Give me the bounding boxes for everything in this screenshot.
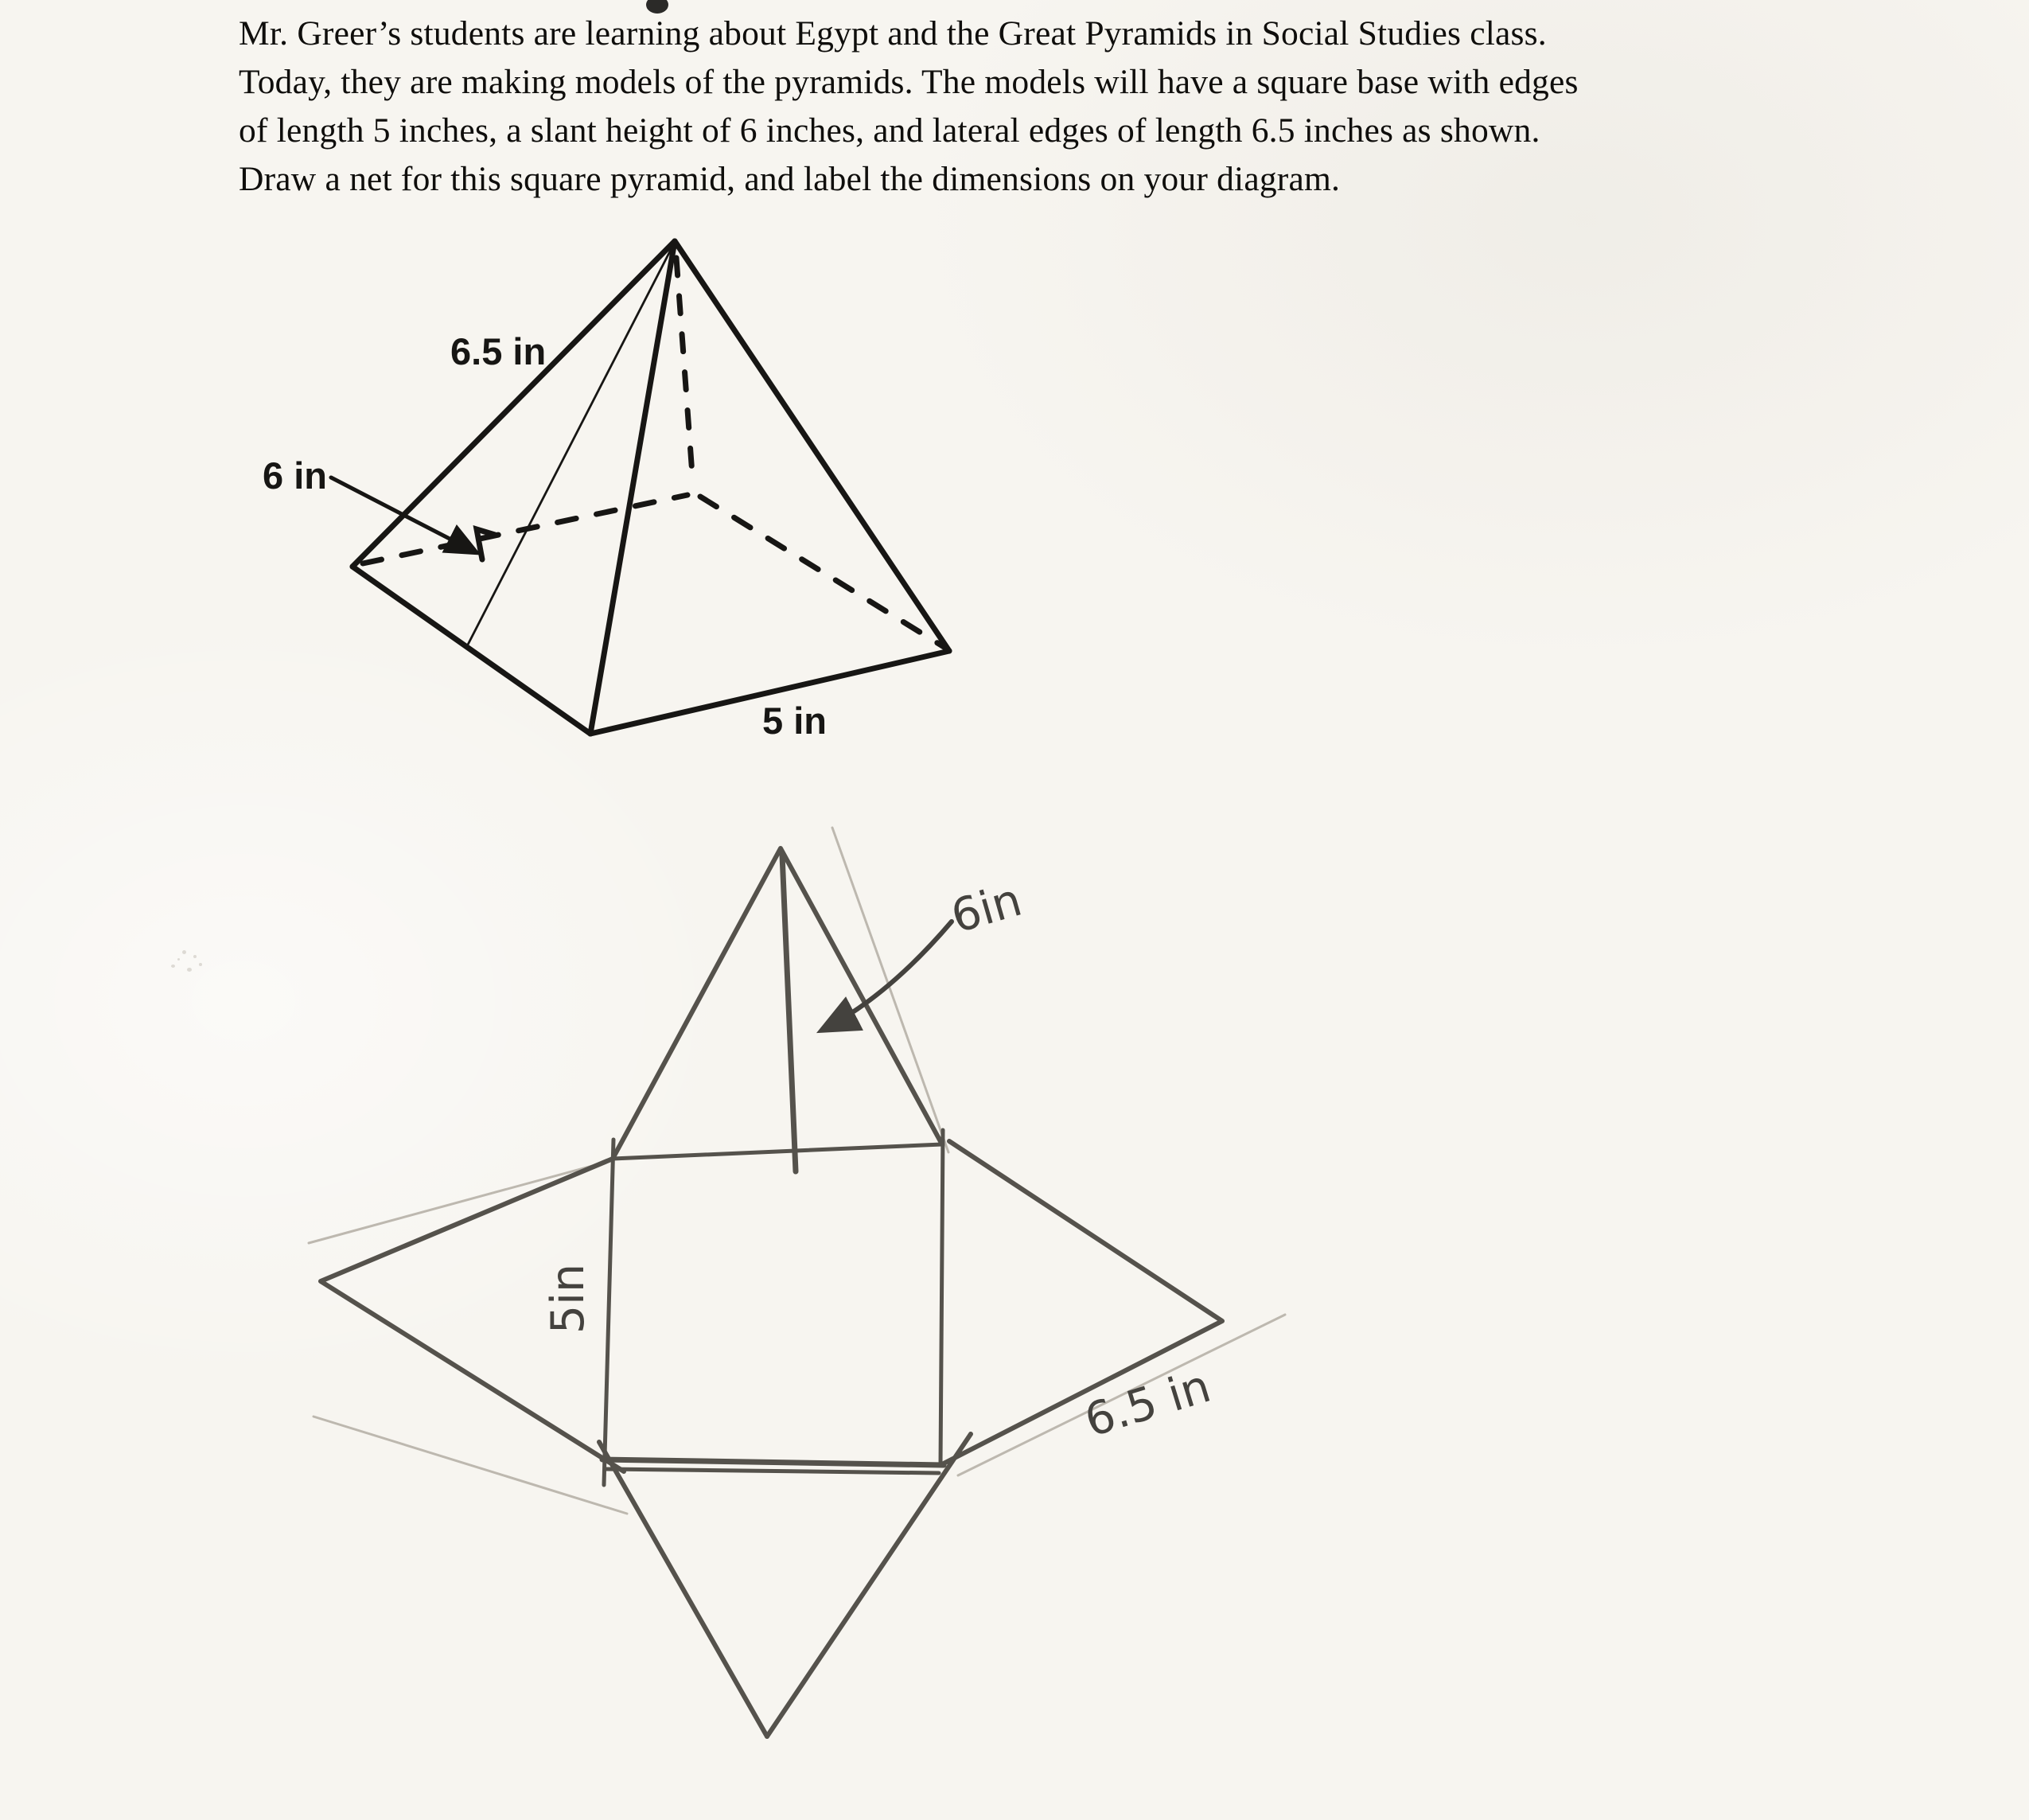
pyramid-hidden-back-edge (676, 258, 693, 485)
guide-left-lower (314, 1417, 627, 1514)
slant-height-pointer-arrow (331, 477, 476, 552)
printed-pyramid-figure (331, 241, 949, 734)
net-base-edge-label: 5in (542, 1263, 594, 1335)
problem-line-1: Mr. Greer’s students are learning about Egypt and the Great Pyramids in Social Studies class. (239, 14, 1547, 53)
pyramid-right-lateral-edge (675, 241, 949, 651)
net-slant-height-label: 6in (945, 873, 1028, 944)
net-lateral-edge-label: 6.5 in (1078, 1359, 1217, 1448)
scan-artifact-blob (646, 0, 668, 14)
pyramid-base-edge-label: 5 in (762, 700, 827, 742)
net-slant-height-line (782, 855, 796, 1171)
right-angle-tick (477, 529, 495, 559)
net-square-left-edge (604, 1140, 613, 1485)
guide-top-right (832, 828, 948, 1152)
net-bottom-triangle-right-edge (767, 1434, 971, 1736)
net-square-right-edge (941, 1130, 943, 1465)
problem-line-3: of length 5 inches, a slant height of 6 inches, and lateral edges of length 6.5 inches as shown. (239, 111, 1540, 150)
pyramid-lateral-edge-label: 6.5 in (450, 330, 547, 372)
problem-line-2: Today, they are making models of the pyramids. The models will have a square base with edges (239, 63, 1579, 101)
net-bottom-triangle-left-edge (599, 1442, 767, 1736)
net-square-top-edge (613, 1144, 942, 1159)
pyramid-hidden-base-right-edge (700, 497, 945, 648)
net-square-bottom-edge (602, 1460, 944, 1465)
pyramid-base-front-left-edge (352, 567, 590, 734)
pyramid-slant-height-label: 6 in (263, 454, 327, 497)
problem-line-4: Draw a net for this square pyramid, and label the dimensions on your diagram. (239, 160, 1341, 198)
guide-left-upper (309, 1160, 613, 1243)
net-pencil-drawing (321, 848, 1222, 1736)
net-slant-height-pointer-arrow (823, 922, 952, 1030)
net-top-triangle (613, 848, 942, 1159)
net-square-bottom-edge-retrace (606, 1469, 939, 1473)
